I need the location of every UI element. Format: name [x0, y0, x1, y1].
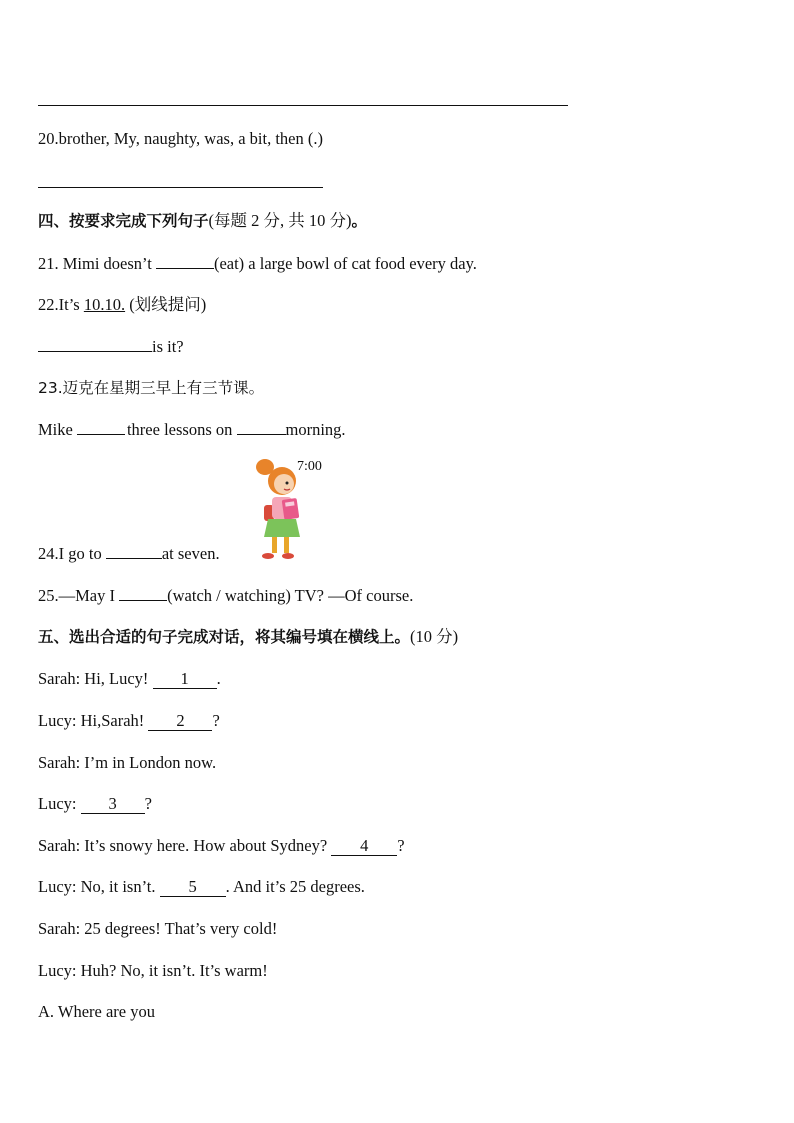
question-22-answer [38, 337, 184, 357]
question-24-pre: 24.I go to [38, 544, 106, 563]
question-22-pre: 22.It’s [38, 295, 84, 314]
dialogue-line-4: Lucy: 3 ? [38, 794, 152, 813]
question-23-chinese: 23.迈克在星期三早上有三节课。 [38, 379, 265, 397]
dialogue-line-1: Sarah: Hi, Lucy! 1 . [38, 669, 221, 688]
dialogue-line-8: Lucy: Huh? No, it isn’t. It’s warm! [38, 961, 268, 980]
clock-time-label: 7:00 [297, 459, 322, 474]
question-21 [38, 254, 477, 274]
section-5-heading [38, 627, 458, 647]
dialogue-blank-1[interactable]: 1 [153, 670, 217, 689]
section-5-points: (10 分) [410, 627, 459, 646]
question-24 [38, 544, 220, 564]
section-4-title: 四、按要求完成下列句子 [38, 212, 209, 230]
question-21-pre: 21. Mimi doesn’t [38, 254, 156, 273]
question-23-mid: three lessons on [126, 420, 237, 439]
answer-line-19 [38, 105, 568, 106]
section-4-points: (每题 2 分, 共 10 分) [208, 211, 352, 230]
dialogue-line-6: Lucy: No, it isn’t. 5 . And it’s 25 degrees. [38, 877, 365, 896]
section-5-title: 五、选出合适的句子完成对话，将其编号填在横线上。 [38, 628, 411, 646]
question-21-blank[interactable] [156, 254, 214, 269]
dialogue-blank-4[interactable]: 4 [331, 837, 397, 856]
question-23-blank-1[interactable] [77, 420, 125, 435]
question-22-underlined: 10.10. [83, 295, 126, 314]
answer-line-20 [38, 187, 323, 188]
girl-with-book-illustration [250, 457, 310, 560]
dialogue-line-7: Sarah: 25 degrees! That’s very cold! [38, 919, 278, 938]
dialogue-blank-2[interactable]: 2 [148, 712, 212, 731]
question-22 [38, 295, 206, 315]
question-23 [38, 420, 346, 440]
question-23-pre: Mike [38, 420, 77, 439]
question-22-answer-post: is it? [152, 337, 184, 356]
question-21-post: (eat) a large bowl of cat food every day. [213, 254, 477, 273]
question-25 [38, 586, 413, 606]
question-25-blank[interactable] [119, 586, 167, 601]
option-a: A. Where are you [38, 1002, 155, 1021]
dialogue-line-5: Sarah: It’s snowy here. How about Sydney? 4 ? [38, 836, 405, 855]
question-20 [38, 129, 323, 149]
section-4-heading [38, 211, 367, 231]
dialogue-blank-3[interactable]: 3 [81, 795, 145, 814]
question-22-post: (划线提问) [125, 295, 207, 314]
dialogue-blank-5[interactable]: 5 [160, 878, 226, 897]
question-24-post: at seven. [161, 544, 220, 563]
question-25-pre: 25.—May I [38, 586, 120, 605]
question-23-post: morning. [285, 420, 346, 439]
dialogue-line-3: Sarah: I’m in London now. [38, 753, 217, 772]
question-22-blank[interactable] [38, 337, 152, 352]
dialogue-line-2: Lucy: Hi,Sarah! 2 ? [38, 711, 220, 730]
question-20-text: 20.brother, My, naughty, was, a bit, then (.) [38, 129, 323, 148]
section-4-end: 。 [351, 212, 368, 230]
question-23-blank-2[interactable] [237, 420, 286, 435]
question-25-post: (watch / watching) TV? —Of course. [167, 586, 414, 605]
question-24-blank[interactable] [106, 544, 162, 559]
